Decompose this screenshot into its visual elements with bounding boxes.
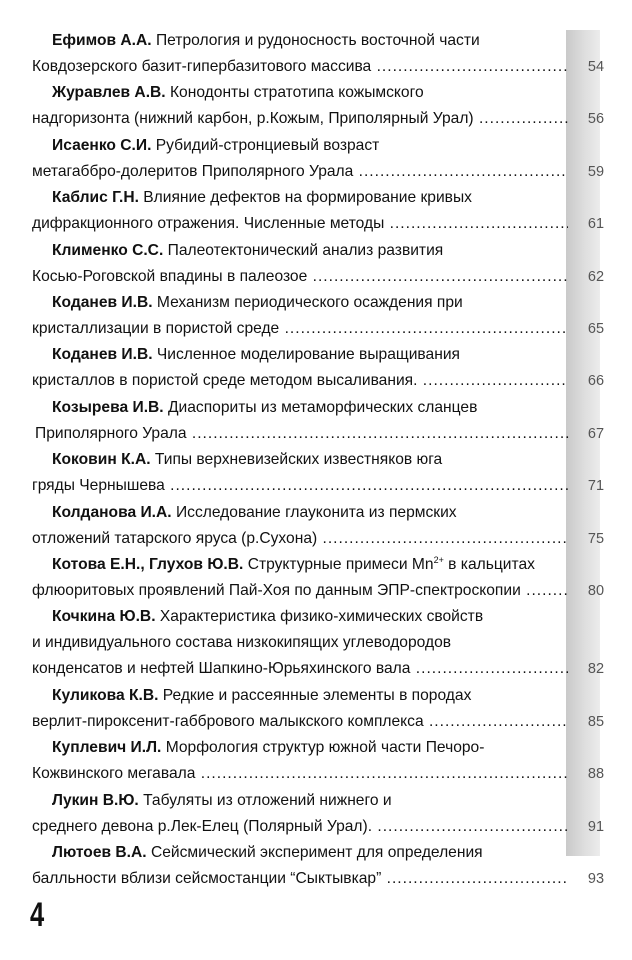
entry-title-line-1: Сейсмический эксперимент для определения <box>150 844 483 862</box>
entry-author: Лютоев В.А. <box>52 844 147 862</box>
entry-author: Исаенко С.И. <box>52 136 152 154</box>
toc-entry <box>32 133 624 185</box>
entry-author: Куликова К.В. <box>52 686 159 704</box>
entry-title-line-1: Табуляты из отложений нижнего и <box>143 791 392 809</box>
toc-entry <box>32 840 624 892</box>
entry-author: Коданев И.В. <box>52 293 153 311</box>
entry-author: Клименко С.С. <box>52 241 164 259</box>
toc-entry <box>32 735 624 787</box>
entry-title-line-2: отложений татарского яруса (р.Сухона) ..... <box>32 530 568 547</box>
toc-entry <box>32 342 624 394</box>
entry-author: Коданев И.В. <box>52 346 153 364</box>
entry-author: Коковин К.А. <box>52 451 151 469</box>
entry-title-line-1: Редкие и рассеянные элементы в породах <box>162 686 472 704</box>
entry-page-number: 61 <box>587 216 605 233</box>
toc-entry <box>32 395 624 447</box>
toc-entry <box>32 552 624 604</box>
entry-author: Куплевич И.Л. <box>52 739 162 757</box>
entry-title-line-2: среднего девона р.Лек-Елец (Полярный Урал). ..... <box>32 818 568 835</box>
toc-entry <box>32 788 624 840</box>
entry-page-number: 88 <box>587 766 605 783</box>
entry-page-number: 56 <box>587 111 605 128</box>
entry-title-line-2: балльности вблизи сейсмостанции “Сыктывкар” ..... <box>32 870 568 887</box>
entry-page-number: 62 <box>587 268 605 285</box>
entry-title-line-1: Типы верхневизейских известняков юга <box>154 451 443 469</box>
entry-page-number: 75 <box>587 530 605 547</box>
toc-entry <box>32 28 624 80</box>
entry-author: Каблис Г.Н. <box>52 189 139 207</box>
entry-title-line-1: Характеристика физико-химических свойств <box>159 608 484 626</box>
toc-entry <box>32 604 624 683</box>
toc-entry <box>32 80 624 132</box>
entry-title-line-1: Структурные примеси Mn <box>247 555 434 573</box>
entry-title-line-1: Механизм периодического осаждения при <box>156 293 463 311</box>
page-folio: 4 <box>30 896 45 934</box>
entry-title-line-1: Диаспориты из метаморфических сланцев <box>167 398 478 416</box>
entry-page-number: 80 <box>587 582 605 599</box>
entry-title-line-2: Приполярного Урала ..... <box>35 425 571 442</box>
entry-author: Котова Е.Н., Глухов Ю.В. <box>52 555 244 573</box>
entry-page-number: 91 <box>587 818 605 835</box>
toc-entry <box>32 683 624 735</box>
entry-page-number: 66 <box>587 373 605 390</box>
entry-title-line-1: Конодонты стратотипа кожымского <box>169 84 424 102</box>
entry-page-number: 82 <box>587 661 605 678</box>
entry-title-line-1: Морфология структур южной части Печоро- <box>165 739 485 757</box>
entry-page-number: 85 <box>587 713 605 730</box>
entry-title-line-2: надгоризонта (нижний карбон, р.Кожым, Приполярный Урал) ..... <box>32 110 568 127</box>
superscript-charge: 2+ <box>433 554 444 565</box>
entry-author: Лукин В.Ю. <box>52 791 139 809</box>
entry-title-line-1: Петрология и рудоносность восточной части <box>155 32 480 49</box>
entry-page-number: 54 <box>587 59 605 75</box>
entry-title-line-3: конденсатов и нефтей Шапкино-Юрьяхинского вала ..... <box>32 660 568 677</box>
entry-title-line-2: верлит-пироксенит-габбрового малыкского комплекса ..... <box>32 713 568 730</box>
entry-page-number: 93 <box>587 871 605 888</box>
entry-title-line-2: дифракционного отражения. Численные методы ..... <box>32 215 568 232</box>
entry-author: Ефимов А.А. <box>52 32 152 49</box>
entry-title-line-2: метагаббро-долеритов Приполярного Урала ..... <box>32 163 568 180</box>
entry-author: Журавлев А.В. <box>52 84 166 102</box>
entry-title-line-1-tail: в кальцитах <box>443 555 535 573</box>
entry-title-line-2: и индивидуального состава низкокипящих углеводородов <box>32 634 452 652</box>
entry-title-line-2: Косью-Роговской впадины в палеозое ..... <box>32 268 568 285</box>
toc-entry <box>32 290 624 342</box>
entry-title-line-1: Рубидий-стронциевый возраст <box>155 136 380 154</box>
entry-page-number: 71 <box>587 478 605 495</box>
toc-entry <box>32 185 624 237</box>
entry-title-line-2: кристаллизации в пористой среде ..... <box>32 320 568 337</box>
entry-title-line-2: Кожвинского мегавала ..... <box>32 765 568 782</box>
entry-author: Козырева И.В. <box>52 398 164 416</box>
entry-title-line-2: кристаллов в пористой среде методом высаливания. ..... <box>32 372 568 389</box>
entry-page-number: 65 <box>587 320 605 337</box>
entry-title-line-2: флюоритовых проявлений Пай-Хоя по данным ЭПР-спектроскопии ..... <box>32 582 568 599</box>
entry-page-number: 59 <box>587 163 605 180</box>
table-of-contents <box>32 28 624 892</box>
entry-author: Колданова И.А. <box>52 503 172 521</box>
entry-title-line-2: гряды Чернышева ..... <box>32 477 568 494</box>
entry-title-line-1: Исследование глауконита из пермских <box>175 503 457 521</box>
toc-entry <box>32 238 624 290</box>
entry-page-number: 67 <box>587 425 605 442</box>
toc-entry <box>32 447 624 499</box>
entry-title-line-1: Численное моделирование выращивания <box>156 346 460 364</box>
entry-title-line-2: Ковдозерского базит-гипербазитового массива ..... <box>32 58 568 75</box>
toc-entry <box>32 500 624 552</box>
entry-title-line-1: Палеотектонический анализ развития <box>167 241 444 259</box>
entry-title-line-1: Влияние дефектов на формирование кривых <box>143 189 472 207</box>
entry-author: Кочкина Ю.В. <box>52 608 156 626</box>
